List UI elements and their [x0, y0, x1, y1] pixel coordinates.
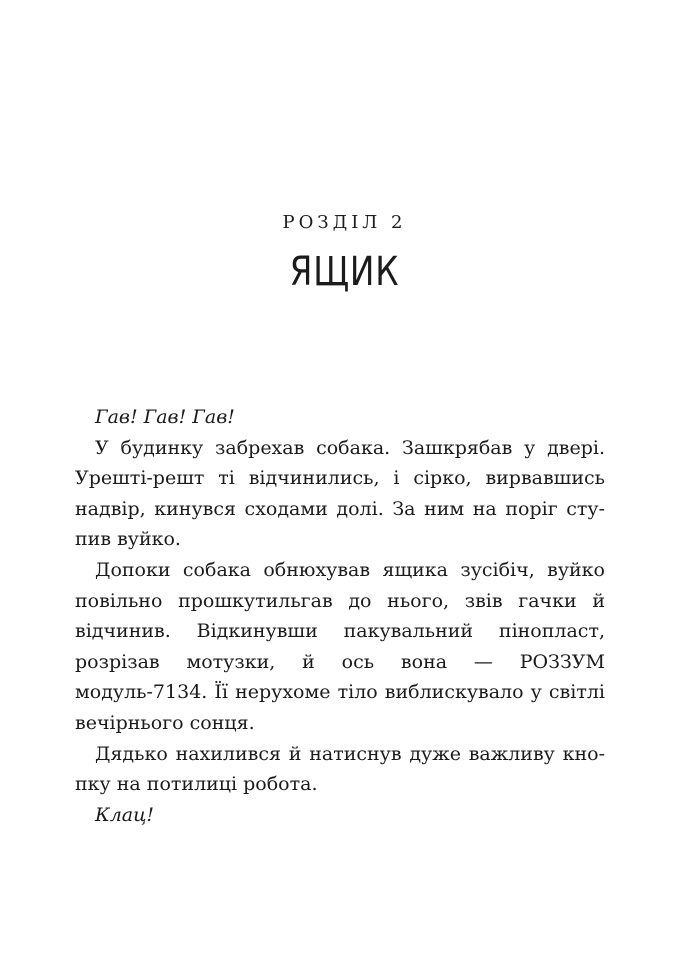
chapter-label: РОЗДІЛ 2	[282, 212, 407, 233]
chapter-title: ЯЩИК	[289, 249, 400, 295]
paragraph-3: Допоки собака обнюхував ящика зусібіч, вуйко повільно прошкутильгав до нього, звів гачки й відчинив. Відкинувши пакувальний пінопласт, розрізав мотузки, й ось вона — РОЗЗУМ модуль-7134. Її нерухоме тіло виблискувало у світлі вечірнього сонця.	[75, 558, 605, 734]
paragraph-1: Гав! Гав! Гав!	[95, 406, 235, 428]
paragraph-4: Дядько нахилився й натиснув дуже важливу кнопку на потилиці робота.	[75, 742, 605, 796]
paragraph-5: Клац!	[95, 803, 155, 826]
paragraph-2: У будинку забрехав собака. Зашкрябав у двері. Урешті-решт ті відчинились, і сірко, вирвавшись надвір, кинувся сходами долі. За ним на поріг ступив вуйко.	[75, 436, 605, 551]
chapter-text	[75, 402, 605, 830]
